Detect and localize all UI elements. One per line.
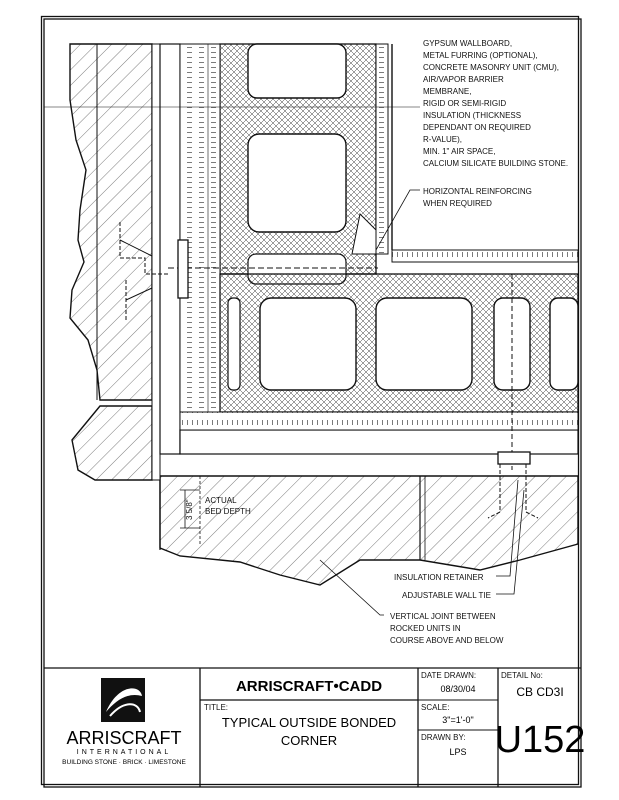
logo-tagline: BUILDING STONE · BRICK · LIMESTONE xyxy=(62,759,186,766)
note-layer-4: AIR/VAPOR BARRIER xyxy=(423,75,504,84)
note-adjustable-wall-tie: ADJUSTABLE WALL TIE xyxy=(402,591,491,600)
note-insulation-retainer: INSULATION RETAINER xyxy=(394,573,484,582)
note-layer-8: DEPENDANT ON REQUIRED xyxy=(423,123,531,132)
stone-unit-left-upper xyxy=(70,44,152,400)
gypsum-wallboard-vertical xyxy=(376,44,388,254)
note-layer-6: RIGID OR SEMI-RIGID xyxy=(423,99,507,108)
note-layer-11: CALCIUM SILICATE BUILDING STONE. xyxy=(423,159,569,168)
note-vertical-joint-3: COURSE ABOVE AND BELOW xyxy=(390,636,504,645)
title-block xyxy=(44,668,585,787)
note-bed-dimension: 3 5/8" xyxy=(185,499,194,520)
note-layer-5: MEMBRANE, xyxy=(423,87,472,96)
note-layer-7: INSULATION (THICKNESS xyxy=(423,111,522,120)
drawing-title-line-1: TYPICAL OUTSIDE BONDED xyxy=(221,715,397,730)
date-label: DATE DRAWN: xyxy=(421,671,477,680)
layer-notes xyxy=(423,39,568,168)
note-layer-2: METAL FURRING (OPTIONAL), xyxy=(423,51,538,60)
stone-unit-bottom xyxy=(160,476,578,585)
note-layer-10: MIN. 1" AIR SPACE, xyxy=(423,147,496,156)
brand-title: ARRISCRAFT•CADD xyxy=(235,678,383,695)
note-bed-depth-2: BED DEPTH xyxy=(205,507,251,516)
note-layer-9: R-VALUE), xyxy=(423,135,462,144)
drawn-by-value: LPS xyxy=(449,747,467,757)
detail-label: DETAIL No: xyxy=(501,671,543,680)
detail-code: CB CD3I xyxy=(516,685,564,699)
note-vertical-joint-1: VERTICAL JOINT BETWEEN xyxy=(390,612,496,621)
drawing-title-line-2: CORNER xyxy=(280,733,338,748)
note-reinforcing-1: HORIZONTAL REINFORCING xyxy=(423,187,532,196)
logo-name: ARRISCRAFT xyxy=(66,728,182,748)
scale-value: 3"=1'-0" xyxy=(442,715,474,725)
logo-sub: INTERNATIONAL xyxy=(76,749,172,756)
gypsum-wallboard-horizontal xyxy=(392,250,578,262)
note-layer-3: CONCRETE MASONRY UNIT (CMU), xyxy=(423,63,560,72)
note-vertical-joint-2: ROCKED UNITS IN xyxy=(390,624,461,633)
note-layer-1: GYPSUM WALLBOARD, xyxy=(423,39,513,48)
rigid-insulation-vertical xyxy=(160,44,180,454)
note-bed-depth-1: ACTUAL xyxy=(205,496,237,505)
title-label: TITLE: xyxy=(204,703,229,712)
scale-label: SCALE: xyxy=(421,703,450,712)
date-value: 08/30/04 xyxy=(440,684,476,694)
arriscraft-swirl-logo xyxy=(101,678,145,722)
detail-number: U152 xyxy=(494,719,586,761)
note-reinforcing-2: WHEN REQUIRED xyxy=(423,199,492,208)
drawn-by-label: DRAWN BY: xyxy=(421,733,466,742)
stone-unit-left-lower xyxy=(72,406,152,480)
